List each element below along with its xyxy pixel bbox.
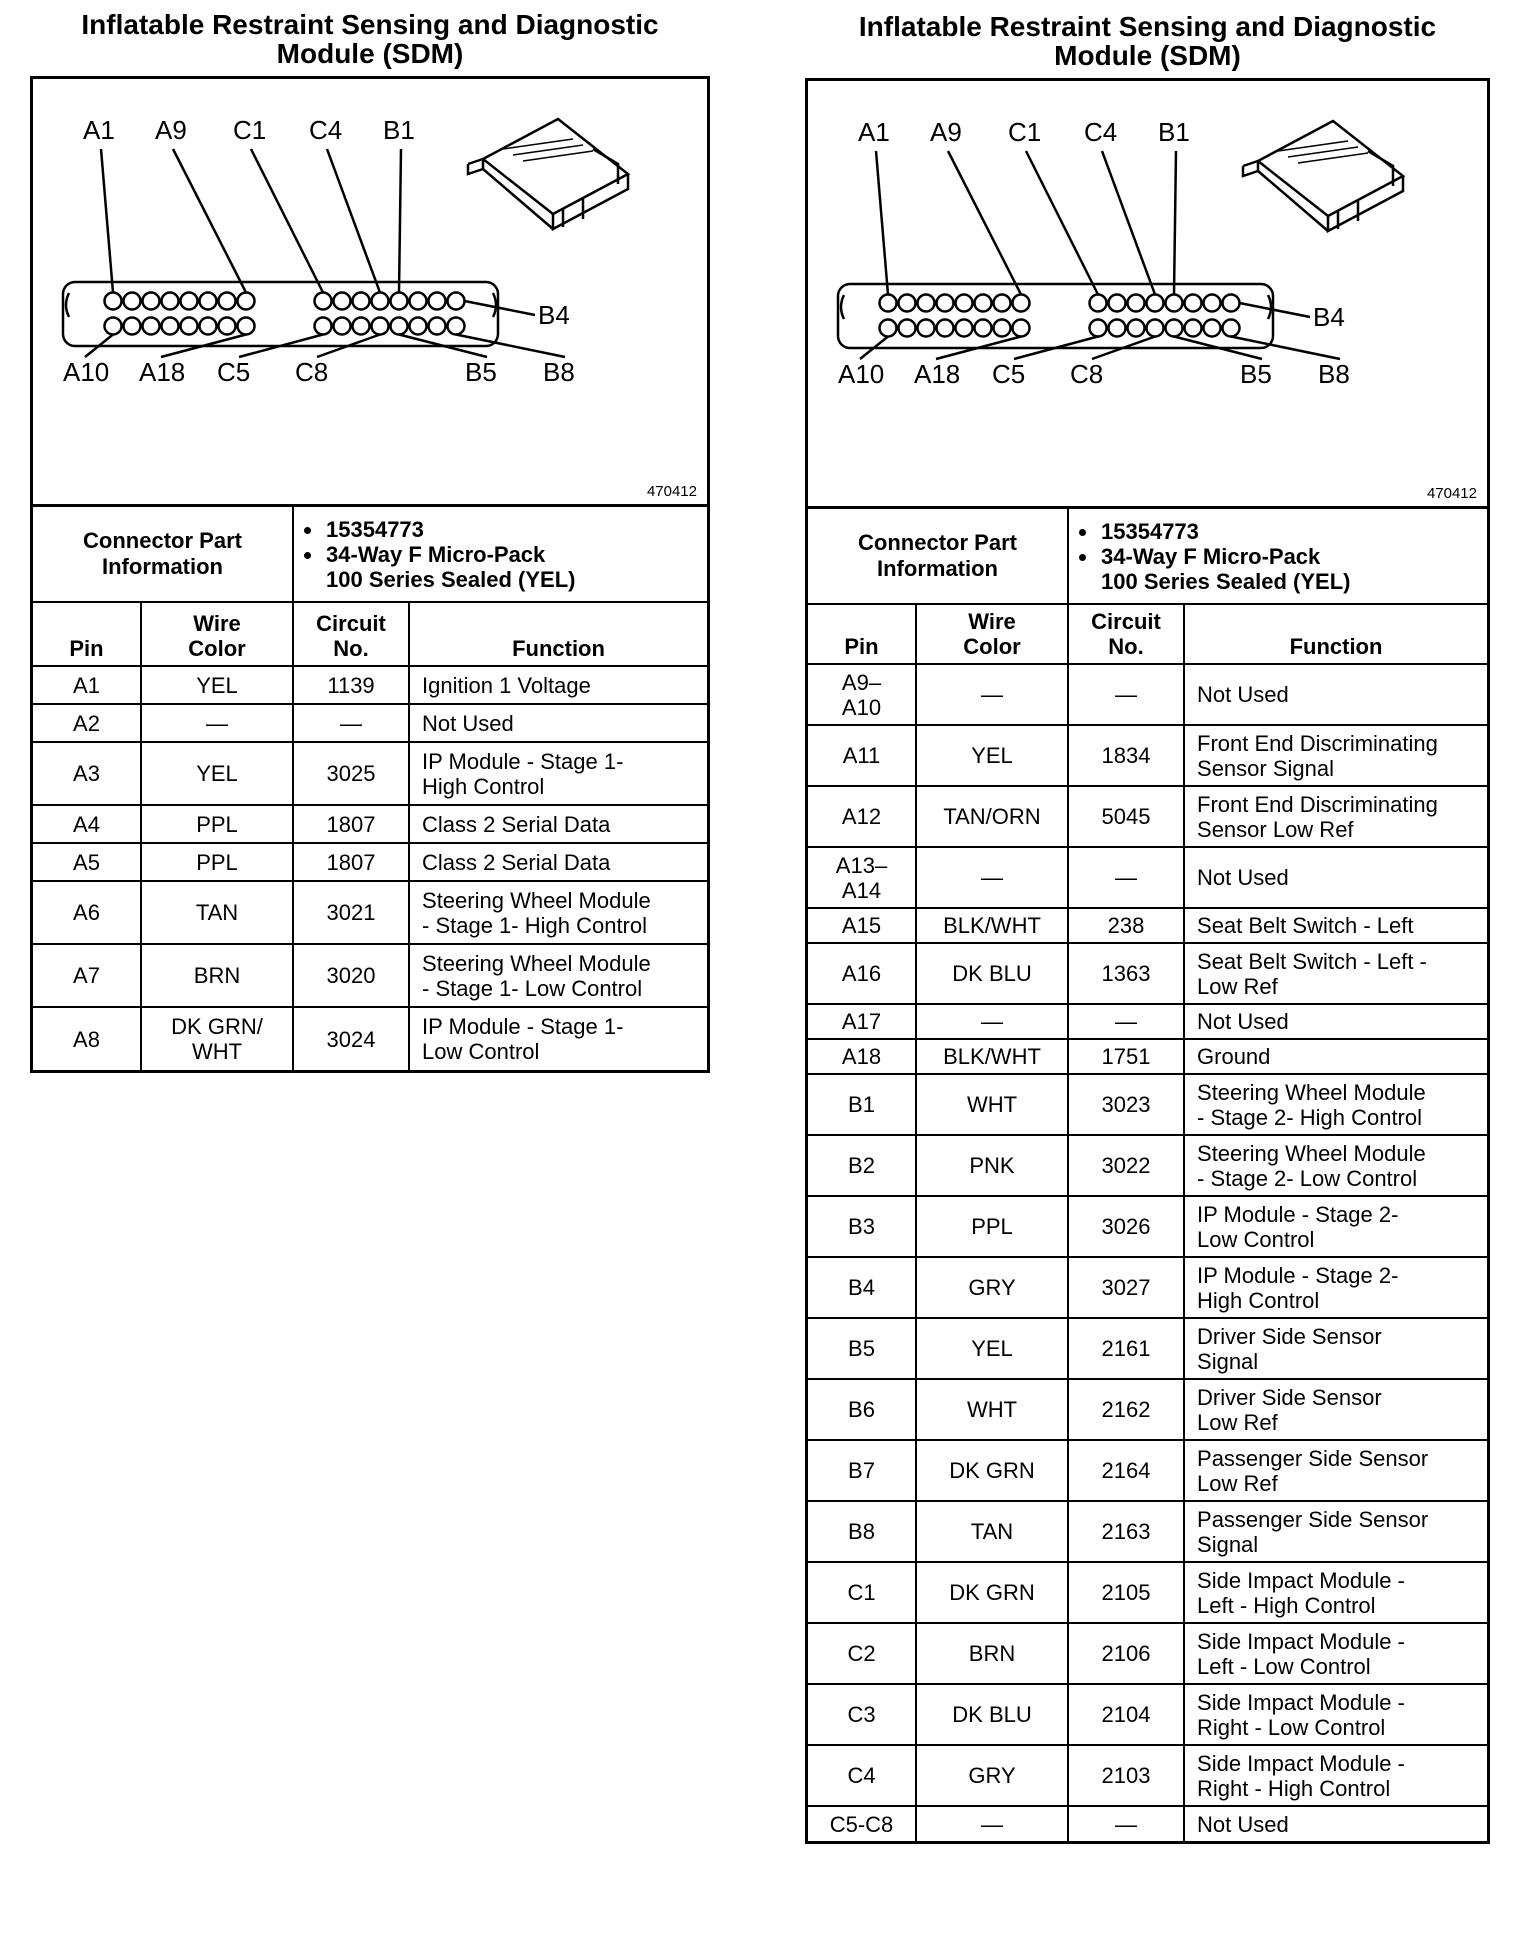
function-cell: Front End Discriminating Sensor Signal <box>1184 725 1487 786</box>
part-info-list <box>293 507 707 602</box>
table-row <box>808 1074 1487 1135</box>
circuit-cell: 1807 <box>293 843 409 881</box>
circuit-cell: 2104 <box>1068 1684 1184 1745</box>
sketch-tab <box>1243 161 1258 176</box>
circuit-cell: 3024 <box>293 1007 409 1070</box>
leader-line <box>173 149 246 293</box>
function-cell: Class 2 Serial Data <box>409 843 707 881</box>
wire-color-cell: BRN <box>141 944 293 1007</box>
header-function: Function <box>1184 604 1487 664</box>
pin-hole <box>105 318 122 335</box>
pin-cell: A6 <box>33 881 141 944</box>
leader-line <box>948 151 1021 295</box>
pin-cell: C3 <box>808 1684 916 1745</box>
circuit-cell: 2103 <box>1068 1745 1184 1806</box>
pin-label: C1 <box>1008 117 1042 147</box>
pin-rows <box>808 664 1487 1841</box>
wire-color-cell: — <box>916 664 1068 725</box>
pin-hole <box>334 293 351 310</box>
function-cell: Seat Belt Switch - Left - Low Ref <box>1184 943 1487 1004</box>
table-row <box>808 1440 1487 1501</box>
circuit-cell: 3022 <box>1068 1135 1184 1196</box>
part-description: • 34-Way F Micro-Pack 100 Series Sealed (YEL) <box>324 542 701 592</box>
function-cell: Not Used <box>409 704 707 742</box>
circuit-cell: 5045 <box>1068 786 1184 847</box>
part-info-label: Connector Part Information <box>808 509 1068 604</box>
right-panel <box>805 12 1490 1844</box>
table-row <box>808 664 1487 725</box>
connector-face-drawing <box>33 79 713 504</box>
table-row <box>808 943 1487 1004</box>
circuit-cell: 238 <box>1068 908 1184 943</box>
circuit-cell: — <box>1068 1004 1184 1039</box>
pin-label: B1 <box>1158 117 1190 147</box>
part-info-row <box>808 509 1487 604</box>
wire-color-cell: DK BLU <box>916 1684 1068 1745</box>
table-row <box>33 944 707 1007</box>
pin-hole <box>1166 320 1183 337</box>
connector-sketch <box>1243 121 1403 231</box>
table-row <box>808 1379 1487 1440</box>
table-row <box>33 805 707 843</box>
latch-right <box>493 293 496 317</box>
pin-label: C1 <box>233 115 267 145</box>
function-cell: Steering Wheel Module - Stage 2- High Control <box>1184 1074 1487 1135</box>
pin-hole <box>372 293 389 310</box>
pin-label: A9 <box>155 115 187 145</box>
table-row <box>33 1007 707 1070</box>
pin-label: A1 <box>858 117 890 147</box>
circuit-cell: 1751 <box>1068 1039 1184 1074</box>
wire-color-cell: GRY <box>916 1745 1068 1806</box>
table-row <box>808 725 1487 786</box>
table-row <box>808 786 1487 847</box>
pin-hole <box>429 293 446 310</box>
table-row <box>808 1806 1487 1841</box>
function-cell: Steering Wheel Module - Stage 1- High Control <box>409 881 707 944</box>
pin-label: B5 <box>1240 359 1272 389</box>
circuit-cell: 1807 <box>293 805 409 843</box>
header-circuit: Circuit No. <box>1068 604 1184 664</box>
pin-cell: B3 <box>808 1196 916 1257</box>
leader-line <box>1174 151 1176 295</box>
pin-hole <box>1185 320 1202 337</box>
wire-color-cell: BLK/WHT <box>916 1039 1068 1074</box>
pin-hole <box>200 318 217 335</box>
pin-hole <box>1090 295 1107 312</box>
wire-color-cell: YEL <box>141 666 293 704</box>
function-cell: Not Used <box>1184 847 1487 908</box>
wire-color-cell: GRY <box>916 1257 1068 1318</box>
pin-hole <box>1109 320 1126 337</box>
pin-label: B4 <box>538 300 570 330</box>
pin-cell: A9– A10 <box>808 664 916 725</box>
pin-cell: A8 <box>33 1007 141 1070</box>
wire-color-cell: — <box>141 704 293 742</box>
pin-hole <box>143 293 160 310</box>
leader-line <box>101 149 113 293</box>
leader-line <box>1102 151 1155 295</box>
pin-label: C5 <box>992 359 1026 389</box>
table-row <box>808 1318 1487 1379</box>
pin-hole <box>410 318 427 335</box>
wire-color-cell: PPL <box>141 805 293 843</box>
circuit-cell: 3021 <box>293 881 409 944</box>
pin-hole <box>315 293 332 310</box>
pin-hole <box>918 320 935 337</box>
pin-hole <box>124 318 141 335</box>
latch-left <box>841 295 844 319</box>
pin-label: C5 <box>217 357 251 387</box>
latch-left <box>66 293 69 317</box>
wire-color-cell: TAN/ORN <box>916 786 1068 847</box>
pin-hole <box>315 318 332 335</box>
sketch-tab <box>468 159 483 174</box>
wire-color-cell: TAN <box>916 1501 1068 1562</box>
circuit-cell: 3027 <box>1068 1257 1184 1318</box>
pin-cell: B5 <box>808 1318 916 1379</box>
part-info-list <box>1068 509 1487 604</box>
pin-label: C8 <box>295 357 329 387</box>
pin-hole <box>918 295 935 312</box>
circuit-cell: 1139 <box>293 666 409 704</box>
pin-hole <box>143 318 160 335</box>
pin-hole <box>181 318 198 335</box>
function-cell: IP Module - Stage 2- High Control <box>1184 1257 1487 1318</box>
table-row <box>808 1745 1487 1806</box>
pin-hole <box>372 318 389 335</box>
wire-color-cell: — <box>916 847 1068 908</box>
function-cell: Steering Wheel Module - Stage 2- Low Control <box>1184 1135 1487 1196</box>
leader-line <box>876 151 888 295</box>
pin-hole <box>105 293 122 310</box>
pin-hole <box>975 295 992 312</box>
pin-hole <box>162 318 179 335</box>
function-cell: IP Module - Stage 2- Low Control <box>1184 1196 1487 1257</box>
pin-cell: A13– A14 <box>808 847 916 908</box>
pin-cell: A16 <box>808 943 916 1004</box>
pin-cell: A4 <box>33 805 141 843</box>
pin-cell: A7 <box>33 944 141 1007</box>
left-panel <box>30 10 710 1073</box>
pin-hole <box>353 318 370 335</box>
connector-outline <box>838 284 1273 348</box>
pin-hole <box>975 320 992 337</box>
pin-cell: B4 <box>808 1257 916 1318</box>
wire-color-cell: YEL <box>916 1318 1068 1379</box>
connector-face-drawing <box>808 81 1493 506</box>
wire-color-cell: WHT <box>916 1074 1068 1135</box>
pin-hole <box>353 293 370 310</box>
pin-cell: C2 <box>808 1623 916 1684</box>
function-cell: Not Used <box>1184 1806 1487 1841</box>
pin-label: B5 <box>465 357 497 387</box>
pin-hole <box>1013 320 1030 337</box>
pin-hole <box>200 293 217 310</box>
wire-color-cell: YEL <box>141 742 293 805</box>
pin-hole <box>1204 295 1221 312</box>
table-row <box>808 1623 1487 1684</box>
pin-hole <box>238 318 255 335</box>
wire-color-cell: DK GRN <box>916 1562 1068 1623</box>
pin-hole <box>1147 295 1164 312</box>
pin-label: A9 <box>930 117 962 147</box>
function-cell: Not Used <box>1184 1004 1487 1039</box>
figure-number: 470412 <box>646 483 697 500</box>
header-wire-color: Wire Color <box>916 604 1068 664</box>
circuit-cell: 1834 <box>1068 725 1184 786</box>
header-function: Function <box>409 602 707 666</box>
pin-cell: A5 <box>33 843 141 881</box>
pin-hole <box>219 293 236 310</box>
function-cell: Side Impact Module - Right - Low Control <box>1184 1684 1487 1745</box>
pin-cell: B6 <box>808 1379 916 1440</box>
pin-cell: B8 <box>808 1501 916 1562</box>
table-row <box>808 1257 1487 1318</box>
latch-right <box>1268 295 1271 319</box>
sketch-side <box>483 159 553 229</box>
connector-diagram <box>808 81 1487 509</box>
pin-label: B8 <box>543 357 575 387</box>
function-cell: Front End Discriminating Sensor Low Ref <box>1184 786 1487 847</box>
pin-hole <box>429 318 446 335</box>
function-cell: IP Module - Stage 1- High Control <box>409 742 707 805</box>
pin-hole <box>1223 320 1240 337</box>
table-row <box>808 1684 1487 1745</box>
circuit-cell: 2164 <box>1068 1440 1184 1501</box>
function-cell: Ignition 1 Voltage <box>409 666 707 704</box>
circuit-cell: — <box>1068 664 1184 725</box>
pin-hole <box>391 318 408 335</box>
function-cell: Side Impact Module - Left - High Control <box>1184 1562 1487 1623</box>
pin-label: A18 <box>914 359 961 389</box>
figure-number: 470412 <box>1426 485 1477 502</box>
wire-color-cell: PPL <box>141 843 293 881</box>
header-pin: Pin <box>808 604 916 664</box>
function-cell: Seat Belt Switch - Left <box>1184 908 1487 943</box>
function-cell: Not Used <box>1184 664 1487 725</box>
circuit-cell: 3026 <box>1068 1196 1184 1257</box>
pin-hole <box>1166 295 1183 312</box>
connector-box <box>30 76 710 1073</box>
function-cell: IP Module - Stage 1- Low Control <box>409 1007 707 1070</box>
function-cell: Side Impact Module - Left - Low Control <box>1184 1623 1487 1684</box>
pinout-table <box>33 507 707 1070</box>
sketch-side <box>1258 161 1328 231</box>
pin-label: B8 <box>1318 359 1350 389</box>
circuit-cell: 3020 <box>293 944 409 1007</box>
pin-hole <box>124 293 141 310</box>
circuit-cell: 3023 <box>1068 1074 1184 1135</box>
function-cell: Passenger Side Sensor Low Ref <box>1184 1440 1487 1501</box>
pin-cell: C1 <box>808 1562 916 1623</box>
part-info-label: Connector Part Information <box>33 507 293 602</box>
header-wire-color: Wire Color <box>141 602 293 666</box>
pin-cell: A12 <box>808 786 916 847</box>
table-row <box>33 742 707 805</box>
function-cell: Side Impact Module - Right - High Control <box>1184 1745 1487 1806</box>
pin-hole <box>994 320 1011 337</box>
connector-diagram <box>33 79 707 507</box>
table-row <box>808 1135 1487 1196</box>
pin-cell: A11 <box>808 725 916 786</box>
pin-cell: A15 <box>808 908 916 943</box>
circuit-cell: 3025 <box>293 742 409 805</box>
leader-line <box>251 149 323 293</box>
pin-hole <box>1223 295 1240 312</box>
pin-cell: B7 <box>808 1440 916 1501</box>
pin-hole <box>1204 320 1221 337</box>
pinout-table <box>808 509 1487 1841</box>
table-row <box>33 843 707 881</box>
function-cell: Ground <box>1184 1039 1487 1074</box>
pin-hole <box>181 293 198 310</box>
wire-color-cell: — <box>916 1004 1068 1039</box>
circuit-cell: 1363 <box>1068 943 1184 1004</box>
connector-box <box>805 78 1490 1844</box>
circuit-cell: 2162 <box>1068 1379 1184 1440</box>
pin-hole <box>899 295 916 312</box>
pin-hole <box>1147 320 1164 337</box>
pin-hole <box>1013 295 1030 312</box>
pin-cell: B1 <box>808 1074 916 1135</box>
table-row <box>33 666 707 704</box>
leader-line <box>1026 151 1098 295</box>
table-row <box>808 908 1487 943</box>
pin-cell: C5-C8 <box>808 1806 916 1841</box>
pin-cell: A18 <box>808 1039 916 1074</box>
pin-cell: A2 <box>33 704 141 742</box>
function-cell: Steering Wheel Module - Stage 1- Low Control <box>409 944 707 1007</box>
pin-cell: A1 <box>33 666 141 704</box>
pin-hole <box>1090 320 1107 337</box>
pin-hole <box>880 320 897 337</box>
circuit-cell: — <box>1068 1806 1184 1841</box>
circuit-cell: 2161 <box>1068 1318 1184 1379</box>
function-cell: Passenger Side Sensor Signal <box>1184 1501 1487 1562</box>
function-cell: Class 2 Serial Data <box>409 805 707 843</box>
connector-outline <box>63 282 498 346</box>
pin-hole <box>391 293 408 310</box>
panel-title: Inflatable Restraint Sensing and Diagnostic Module (SDM) <box>858 11 1437 71</box>
pin-hole <box>1128 295 1145 312</box>
pin-label: B4 <box>1313 302 1345 332</box>
pin-hole <box>334 318 351 335</box>
pin-hole <box>880 295 897 312</box>
header-circuit: Circuit No. <box>293 602 409 666</box>
pin-label: A10 <box>838 359 885 389</box>
part-info-row <box>33 507 707 602</box>
pin-cell: B2 <box>808 1135 916 1196</box>
table-row <box>808 1562 1487 1623</box>
pin-hole <box>238 293 255 310</box>
header-pin: Pin <box>33 602 141 666</box>
part-number: • 15354773 <box>1099 519 1481 544</box>
circuit-cell: — <box>1068 847 1184 908</box>
pin-hole <box>219 318 236 335</box>
circuit-cell: — <box>293 704 409 742</box>
wire-color-cell: DK GRN <box>916 1440 1068 1501</box>
pin-label: C4 <box>309 115 343 145</box>
pin-hole <box>937 320 954 337</box>
table-row <box>808 1501 1487 1562</box>
pin-hole <box>1185 295 1202 312</box>
pin-label: C4 <box>1084 117 1118 147</box>
pin-hole <box>448 318 465 335</box>
pin-hole <box>162 293 179 310</box>
part-description: • 34-Way F Micro-Pack 100 Series Sealed (YEL) <box>1099 544 1481 594</box>
function-cell: Driver Side Sensor Signal <box>1184 1318 1487 1379</box>
table-row <box>33 704 707 742</box>
table-row <box>808 1004 1487 1039</box>
pin-hole <box>1128 320 1145 337</box>
connector-sketch <box>468 119 628 229</box>
table-row <box>808 847 1487 908</box>
wire-color-cell: DK BLU <box>916 943 1068 1004</box>
pin-cell: A3 <box>33 742 141 805</box>
header-row <box>808 604 1487 664</box>
wire-color-cell: BLK/WHT <box>916 908 1068 943</box>
pin-hole <box>956 320 973 337</box>
wire-color-cell: YEL <box>916 725 1068 786</box>
leader-line <box>327 149 380 293</box>
pin-hole <box>448 293 465 310</box>
pin-label: A10 <box>63 357 110 387</box>
wire-color-cell: BRN <box>916 1623 1068 1684</box>
pin-label: A18 <box>139 357 186 387</box>
table-row <box>808 1196 1487 1257</box>
leader-line <box>465 301 536 315</box>
wire-color-cell: — <box>916 1806 1068 1841</box>
pin-cell: C4 <box>808 1745 916 1806</box>
function-cell: Driver Side Sensor Low Ref <box>1184 1379 1487 1440</box>
wire-color-cell: WHT <box>916 1379 1068 1440</box>
panel-title: Inflatable Restraint Sensing and Diagnostic Module (SDM) <box>81 9 659 69</box>
pin-label: C8 <box>1070 359 1104 389</box>
pin-hole <box>899 320 916 337</box>
pin-cell: A17 <box>808 1004 916 1039</box>
header-row <box>33 602 707 666</box>
pin-label: B1 <box>383 115 415 145</box>
circuit-cell: 2163 <box>1068 1501 1184 1562</box>
circuit-cell: 2105 <box>1068 1562 1184 1623</box>
pin-hole <box>956 295 973 312</box>
wire-color-cell: PPL <box>916 1196 1068 1257</box>
leader-line <box>399 149 401 293</box>
leader-line <box>1240 303 1311 317</box>
pin-rows <box>33 666 707 1070</box>
circuit-cell: 2106 <box>1068 1623 1184 1684</box>
wire-color-cell: PNK <box>916 1135 1068 1196</box>
wire-color-cell: TAN <box>141 881 293 944</box>
wire-color-cell: DK GRN/ WHT <box>141 1007 293 1070</box>
pin-hole <box>410 293 427 310</box>
pin-label: A1 <box>83 115 115 145</box>
pin-hole <box>937 295 954 312</box>
table-row <box>33 881 707 944</box>
table-row <box>808 1039 1487 1074</box>
pin-hole <box>1109 295 1126 312</box>
pin-hole <box>994 295 1011 312</box>
part-number: • 15354773 <box>324 517 701 542</box>
